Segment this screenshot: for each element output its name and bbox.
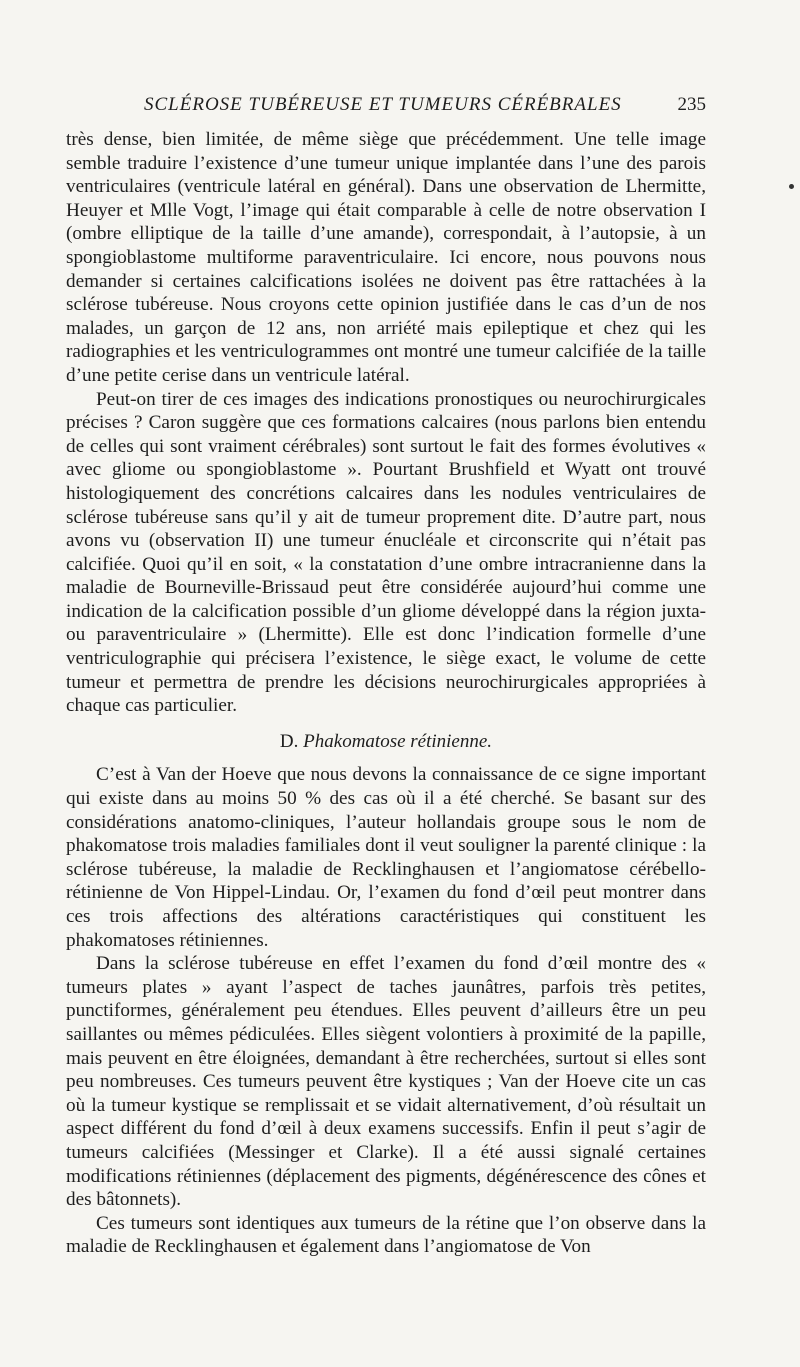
page-number: 235 [677,94,706,115]
section-title: Phakomatose rétinienne. [303,730,493,752]
paragraph-3: C’est à Van der Hoeve que nous devons la connaissance de ce signe important qui existe dans au moins 50 % des cas où il a été cherché. Se basant sur des considérations anatomo-cliniques, l’auteur hollandais groupe sous le nom de phakomatose trois maladies familiales dont il veut souligner la parenté clinique : la sclérose tubéreuse, la maladie de Recklinghausen et l’angiomatose cérébello-rétinienne de Von Hippel-Lindau. Or, l’examen du fond d’œil peut montrer dans ces trois affections des altérations caractéristiques qui constituent les phakomatoses rétiniennes. [66,764,706,951]
body-text [66,128,706,1259]
paragraph-4: Dans la sclérose tubéreuse en effet l’examen du fond d’œil montre des « tumeurs plates » ayant l’aspect de taches jaunâtres, parfois très petites, punctiformes, généralement peu étendues. Elles peuvent d’ailleurs être un peu saillantes ou mêmes pédiculées. Elles siègent volontiers à proximité de la papille, mais peuvent en être éloignées, demandant à être recherchées, surtout si elles sont peu nombreuses. Ces tumeurs peuvent être kystiques ; Van der Hoeve cite un cas où la tumeur kystique se remplissait et se vidait alternativement, d’où résultait un aspect différent du fond d’œil à deux examens successifs. Enfin il peut s’agir de tumeurs calcifiées (Messinger et Clarke). Il a été aussi signalé certaines modifications rétiniennes (déplacement des pigments, dégénérescence des cônes et des bâtonnets). [66,953,706,1211]
paragraph-1: très dense, bien limitée, de même siège que précédemment. Une telle image semble traduire l’existence d’une tumeur unique implantée dans l’une des parois ventriculaires (ventricule latéral en général). Dans une observation de Lhermitte, Heuyer et Mlle Vogt, l’image qui était comparable à celle de notre observation I (ombre elliptique de la taille d’une amande), correspondait, à l’autopsie, à un spongioblastome multiforme paraventriculaire. Ici encore, nous pouvons nous demander si certaines calcifications isolées ne doivent pas être rattachées à la sclérose tubéreuse. Nous croyons cette opinion justifiée dans le cas d’un de nos malades, un garçon de 12 ans, non arriété mais epileptique et chez qui les radiographies et les ventriculogrammes ont montré une tumeur calcifiée de la taille d’une petite cerise dans un ventricule latéral. [66,129,706,386]
running-title: SCLÉROSE TUBÉREUSE ET TUMEURS CÉRÉBRALES [144,94,622,115]
paragraph-5: Ces tumeurs sont identiques aux tumeurs de la rétine que l’on observe dans la maladie de Recklinghausen et également dans l’angiomatose de Von [66,1212,706,1258]
section-letter: D. [279,730,299,752]
stray-mark [789,184,794,189]
running-head [66,94,706,120]
section-heading [66,730,706,754]
paragraph-2: Peut-on tirer de ces images des indications pronostiques ou neurochirurgicales précises ? Caron suggère que ces formations calcaires (nous parlons bien entendu de celles qui sont vraiment cérébrales) sont surtout le fait des formes évolutives « avec gliome ou spongioblastome ». Pourtant Brushfield et Wyatt ont trouvé histologiquement des concrétions calcaires dans les nodules ventriculaires de sclérose tubéreuse sans qu’il y ait de tumeur proprement dite. D’autre part, nous avons vu (observation II) une tumeur énucléale et circonscrite qui n’était pas calcifiée. Quoi qu’il en soit, « la constatation d’une ombre intracranienne dans la maladie de Bourneville-Brissaud peut être considérée aujourd’hui comme une indication de la calcification possible d’un gliome développé dans la région juxta- ou paraventriculaire » (Lhermitte). Elle est donc l’indication formelle d’une ventriculographie qui précisera l’existence, le siège exact, le volume de cette tumeur et permettra de prendre les décisions neurochirurgicales appropriées à chaque cas particulier. [66,388,706,717]
